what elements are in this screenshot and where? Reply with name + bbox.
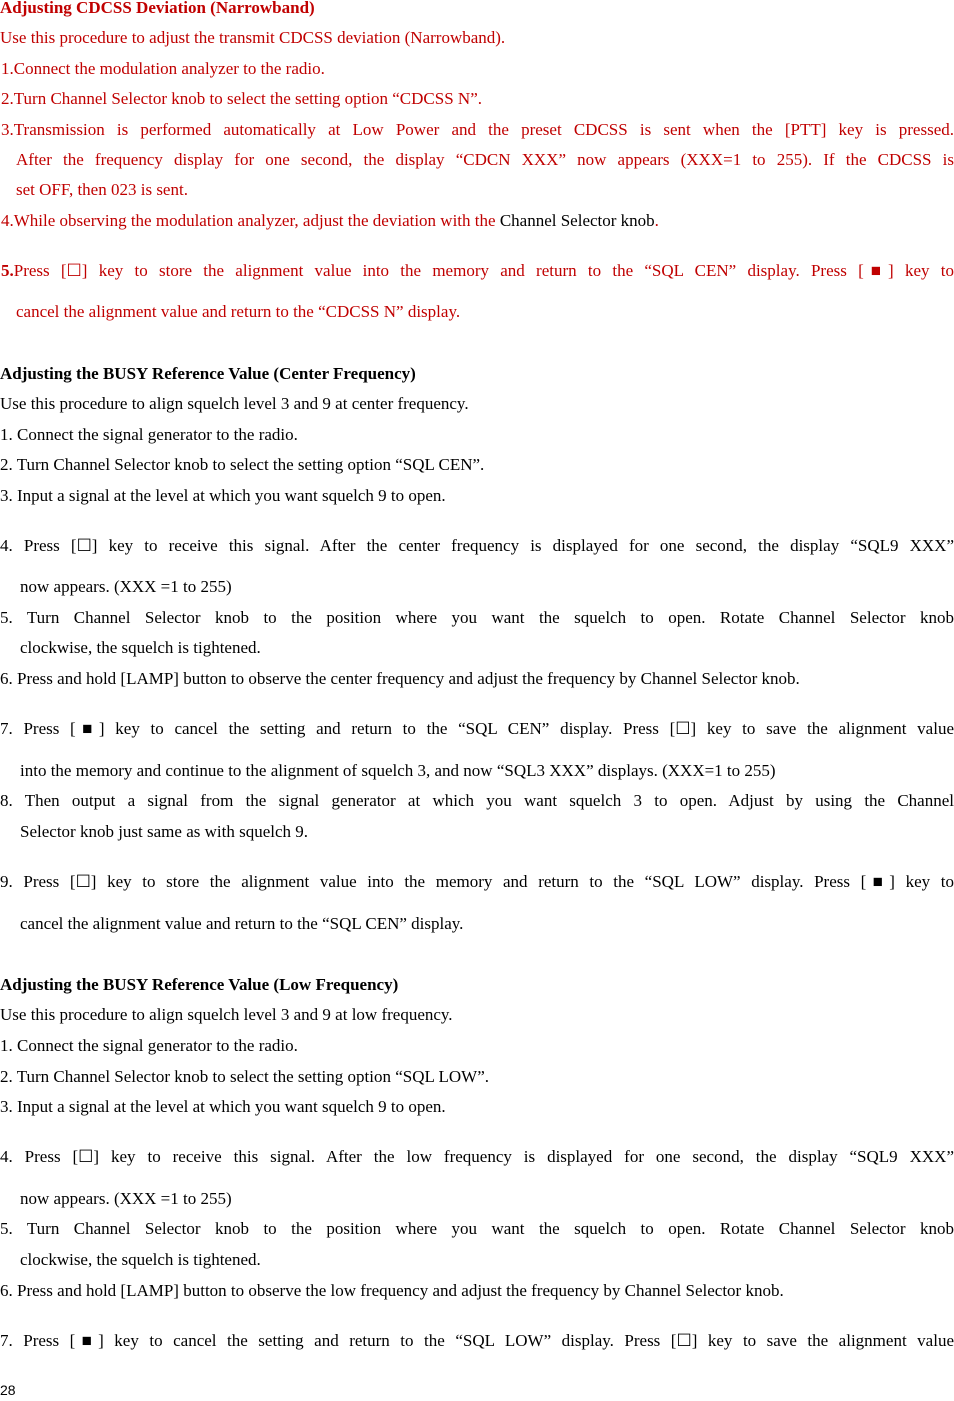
step-line: now appears. (XXX =1 to 255) (20, 577, 232, 596)
step-line: 1. Connect the signal generator to the radio. (0, 425, 298, 444)
step-text: 4.While observing the modulation analyzer, adjust the deviation with the (1, 211, 500, 230)
section-intro-low: Use this procedure to align squelch level 3 and 9 at low frequency. (0, 1005, 453, 1024)
step-line (1, 261, 954, 281)
section-heading-center: Adjusting the BUSY Reference Value (Center Frequency) (0, 364, 416, 383)
step-line: After the frequency display for one second, the display “CDCN XXX” now appears (XXX=1 to 255). If the CDCSS is (16, 150, 954, 169)
section-intro-cdcss: Use this procedure to adjust the transmit CDCSS deviation (Narrowband). (0, 28, 506, 47)
step-line: 7. Press [■] key to cancel the setting and return to the “SQL LOW” display. Press [☐] key to save the alignment value (0, 1331, 954, 1350)
step-line: 6. Press and hold [LAMP] button to observe the center frequency and adjust the frequency by Channel Selector knob. (0, 669, 800, 688)
step-line: 1.Connect the modulation analyzer to the radio. (1, 59, 325, 78)
step-line: now appears. (XXX =1 to 255) (20, 1189, 232, 1208)
step-line: 5. Turn Channel Selector knob to the position where you want the squelch to open. Rotate Channel Selector knob (0, 1219, 954, 1238)
step-line: 2. Turn Channel Selector knob to select the setting option “SQL CEN”. (0, 455, 485, 474)
step-text-black: Channel Selector knob (499, 211, 655, 230)
step-text-period: . (654, 211, 659, 230)
step-line: 3. Input a signal at the level at which you want squelch 9 to open. (0, 1097, 446, 1116)
section-heading-cdcss: Adjusting CDCSS Deviation (Narrowband) (0, 0, 315, 17)
step-line: 5. Turn Channel Selector knob to the position where you want the squelch to open. Rotate Channel Selector knob (0, 608, 954, 627)
step-text: Press [☐] key to store the alignment value into the memory and return to the “SQL CEN” display. Press [■] key to (13, 261, 954, 280)
section-heading-low: Adjusting the BUSY Reference Value (Low Frequency) (0, 975, 399, 994)
step-line: clockwise, the squelch is tightened. (20, 638, 261, 657)
step-line: 8. Then output a signal from the signal generator at which you want squelch 3 to open. Adjust by using the Channel (0, 791, 954, 810)
step-line: 9. Press [☐] key to store the alignment value into the memory and return to the “SQL LOW” display. Press [■] key to (0, 872, 954, 891)
page-number: 28 (0, 1382, 16, 1398)
step-line: clockwise, the squelch is tightened. (20, 1250, 261, 1269)
step-line: into the memory and continue to the alignment of squelch 3, and now “SQL3 XXX” displays. (XXX=1 to 255) (20, 761, 776, 780)
step-line: cancel the alignment value and return to the “SQL CEN” display. (20, 914, 464, 933)
step-line: 6. Press and hold [LAMP] button to observe the low frequency and adjust the frequency by Channel Selector knob. (0, 1281, 784, 1300)
step-line: Selector knob just same as with squelch 9. (20, 822, 309, 841)
step-line: 2. Turn Channel Selector knob to select the setting option “SQL LOW”. (0, 1067, 489, 1086)
step-line: cancel the alignment value and return to the “CDCSS N” display. (16, 302, 461, 321)
step-line: 2.Turn Channel Selector knob to select the setting option “CDCSS N”. (1, 89, 482, 108)
step-line: 3.Transmission is performed automatically at Low Power and the preset CDCSS is sent when the [PTT] key is pressed. (1, 120, 954, 139)
step-line: set OFF, then 023 is sent. (16, 180, 188, 199)
step-line: 4. Press [☐] key to receive this signal. After the center frequency is displayed for one second, the display “SQL9 XXX” (0, 536, 954, 555)
step-line: 4. Press [☐] key to receive this signal. After the low frequency is displayed for one second, the display “SQL9 XXX” (0, 1147, 954, 1166)
step-line: 1. Connect the signal generator to the radio. (0, 1036, 298, 1055)
step-line: 3. Input a signal at the level at which you want squelch 9 to open. (0, 486, 446, 505)
step-line (1, 211, 954, 231)
step-line: 7. Press [■] key to cancel the setting and return to the “SQL CEN” display. Press [☐] key to save the alignment value (0, 719, 954, 738)
section-intro-center: Use this procedure to align squelch level 3 and 9 at center frequency. (0, 394, 469, 413)
step-number: 5. (1, 261, 14, 280)
